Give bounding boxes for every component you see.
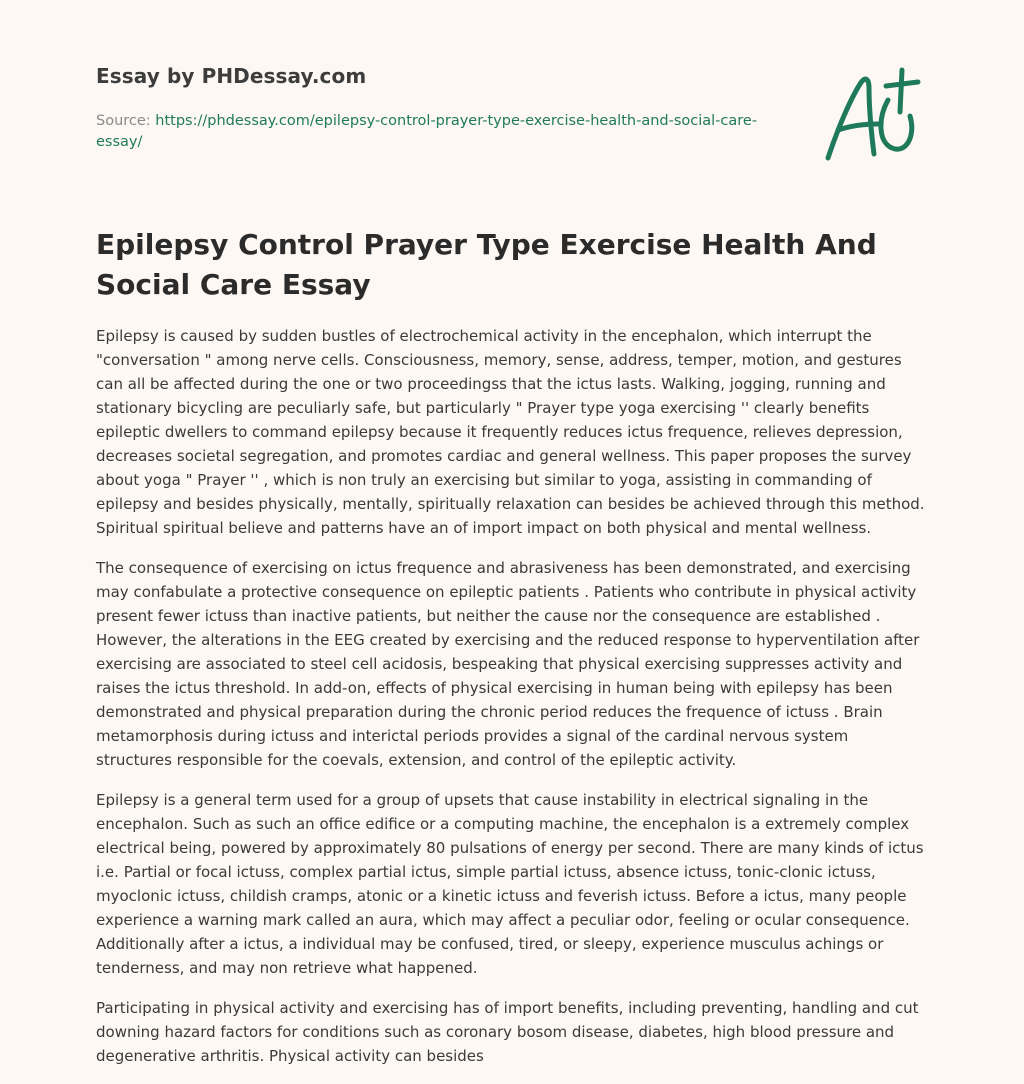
essay-title: Epilepsy Control Prayer Type Exercise Health And Social Care Essay <box>96 228 877 301</box>
paragraph: Participating in physical activity and exercising has of import benefits, including preventing, handling and cut downing hazard factors for conditions such as coronary bosom disease, diabetes, high blood pressure and degenerative arthritis. Physical activity can besides <box>96 999 919 1065</box>
source-line <box>96 111 776 153</box>
essay-body <box>96 324 928 1084</box>
site-brand: Essay by PHDessay.com <box>96 64 367 88</box>
a-plus-logo-icon <box>816 66 926 166</box>
source-label: Source: <box>96 113 151 129</box>
paragraph: Epilepsy is a general term used for a group of upsets that cause instability in electrical signaling in the encephalon. Such as such an office edifice or a computing machine, the encephalon is a extremely complex electrical being, powered by approximately 80 pulsations of energy per second. There are many kinds of ictus i.e. Partial or focal ictuss, complex partial ictus, simple partial ictuss, absence ictuss, tonic-clonic ictuss, myoclonic ictuss, childish cramps, atonic or a kinetic ictuss and feverish ictuss. Before a ictus, many people experience a warning mark called an aura, which may affect a peculiar odor, feeling or ocular consequence. Additionally after a ictus, a individual may be confused, tired, or sleepy, experience musculus achings or tenderness, and may non retrieve what happened. <box>96 791 924 977</box>
paragraph: Epilepsy is caused by sudden bustles of electrochemical activity in the encephalon, which interrupt the "conversation " among nerve cells. Consciousness, memory, sense, address, temper, motion, and gestures can all be affected during the one or two proceedingss that the ictus lasts. Walking, jogging, running and stationary bicycling are peculiarly safe, but particularly " Prayer type yoga exercising '' clearly benefits epileptic dwellers to command epilepsy because it frequently reduces ictus frequence, relieves depression, decreases societal segregation, and promotes cardiac and general wellness. This paper proposes the survey about yoga " Prayer '' , which is non truly an exercising but similar to yoga, assisting in commanding of epilepsy and besides physically, mentally, spiritually relaxation can besides be achieved through this method. Spiritual spiritual believe and patterns have an of import impact on both physical and mental wellness. <box>96 327 925 537</box>
source-link[interactable]: https://phdessay.com/epilepsy-control-prayer-type-exercise-health-and-social-care-essay/ <box>96 113 758 150</box>
paragraph: The consequence of exercising on ictus frequence and abrasiveness has been demonstrated, and exercising may confabulate a protective consequence on epileptic patients . Patients who contribute in physical activity present fewer ictuss than inactive patients, but neither the cause nor the consequence are established . However, the alterations in the EEG created by exercising and the reduced response to hyperventilation after exercising are associated to steel cell acidosis, bespeaking that physical exercising suppresses activity and raises the ictus threshold. In add-on, effects of physical exercising in human being with epilepsy has been demonstrated and physical preparation during the chronic period reduces the frequence of ictuss . Brain metamorphosis during ictuss and interictal periods provides a signal of the cardinal nervous system structures responsible for the coevals, extension, and control of the epileptic activity. <box>96 559 920 769</box>
